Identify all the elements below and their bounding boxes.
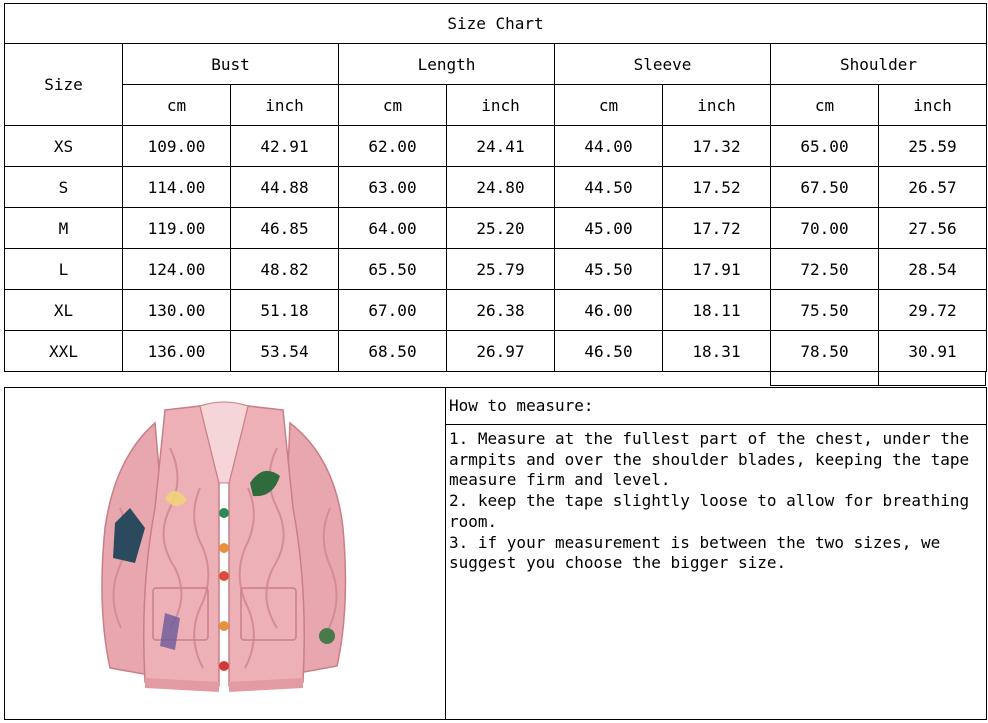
measurement-cell: 18.11 xyxy=(663,290,771,331)
measurement-cell: 114.00 xyxy=(123,167,231,208)
measurement-cell: 46.00 xyxy=(555,290,663,331)
measurement-cell: 17.32 xyxy=(663,126,771,167)
size-label: L xyxy=(5,249,123,290)
measurement-cell: 109.00 xyxy=(123,126,231,167)
measurement-cell: 17.91 xyxy=(663,249,771,290)
size-label: XXL xyxy=(5,331,123,372)
product-photo xyxy=(5,388,446,719)
measurement-cell: 63.00 xyxy=(339,167,447,208)
measurement-cell: 25.79 xyxy=(447,249,555,290)
measurement-cell: 72.50 xyxy=(771,249,879,290)
size-label: XS xyxy=(5,126,123,167)
measurement-cell: 48.82 xyxy=(231,249,339,290)
measurement-cell: 64.00 xyxy=(339,208,447,249)
measurement-cell: 67.00 xyxy=(339,290,447,331)
measurement-cell: 17.72 xyxy=(663,208,771,249)
size-row xyxy=(5,249,987,290)
measurement-cell: 44.88 xyxy=(231,167,339,208)
measurement-cell: 130.00 xyxy=(123,290,231,331)
measurement-cell: 136.00 xyxy=(123,331,231,372)
group-header-shoulder: Shoulder xyxy=(771,44,987,85)
measure-step: 1. Measure at the fullest part of the chest, under the armpits and over the shoulder blades, keeping the tape measure firm and level. xyxy=(449,429,970,490)
measurement-cell: 24.41 xyxy=(447,126,555,167)
group-header-bust: Bust xyxy=(123,44,339,85)
measurement-cell: 26.97 xyxy=(447,331,555,372)
how-to-measure-steps xyxy=(446,425,986,574)
measurement-cell: 124.00 xyxy=(123,249,231,290)
size-row xyxy=(5,208,987,249)
measurement-cell: 45.00 xyxy=(555,208,663,249)
measurement-cell: 51.18 xyxy=(231,290,339,331)
size-chart-title: Size Chart xyxy=(5,4,987,44)
unit-header-inch: inch xyxy=(447,85,555,126)
measurement-cell: 44.00 xyxy=(555,126,663,167)
table-tail-line xyxy=(985,372,986,386)
measurement-cell: 24.80 xyxy=(447,167,555,208)
measurement-cell: 28.54 xyxy=(879,249,987,290)
measurement-cell: 17.52 xyxy=(663,167,771,208)
measurement-cell: 25.59 xyxy=(879,126,987,167)
measurement-cell: 62.00 xyxy=(339,126,447,167)
size-label: S xyxy=(5,167,123,208)
size-chart-table xyxy=(4,3,987,372)
pink-knit-cardigan-illustration xyxy=(5,388,445,719)
unit-header-inch: inch xyxy=(231,85,339,126)
size-label: XL xyxy=(5,290,123,331)
measurement-cell: 46.85 xyxy=(231,208,339,249)
measurement-cell: 45.50 xyxy=(555,249,663,290)
measurement-cell: 18.31 xyxy=(663,331,771,372)
unit-header-cm: cm xyxy=(771,85,879,126)
measure-step: 3. if your measurement is between the two sizes, we suggest you choose the bigger size. xyxy=(449,532,941,573)
measurement-cell: 42.91 xyxy=(231,126,339,167)
measurement-cell: 65.50 xyxy=(339,249,447,290)
unit-header-inch: inch xyxy=(663,85,771,126)
measurement-cell: 26.57 xyxy=(879,167,987,208)
measurement-cell: 46.50 xyxy=(555,331,663,372)
unit-header-cm: cm xyxy=(555,85,663,126)
table-tail-line xyxy=(770,385,986,386)
group-header-length: Length xyxy=(339,44,555,85)
group-header-sleeve: Sleeve xyxy=(555,44,771,85)
size-row xyxy=(5,290,987,331)
size-row xyxy=(5,167,987,208)
measure-step: 2. keep the tape slightly loose to allow for breathing room. xyxy=(449,491,970,531)
measurement-cell: 68.50 xyxy=(339,331,447,372)
measurement-cell: 75.50 xyxy=(771,290,879,331)
size-row xyxy=(5,331,987,372)
measurement-section xyxy=(4,387,987,720)
measurement-cell: 78.50 xyxy=(771,331,879,372)
unit-header-cm: cm xyxy=(339,85,447,126)
measurement-cell: 70.00 xyxy=(771,208,879,249)
measurement-cell: 26.38 xyxy=(447,290,555,331)
measurement-cell: 119.00 xyxy=(123,208,231,249)
size-row xyxy=(5,126,987,167)
measurement-cell: 27.56 xyxy=(879,208,987,249)
how-to-measure-heading: How to measure: xyxy=(446,388,986,425)
measurement-cell: 65.00 xyxy=(771,126,879,167)
table-tail-line xyxy=(878,372,879,386)
measurement-cell: 25.20 xyxy=(447,208,555,249)
unit-header-inch: inch xyxy=(879,85,987,126)
size-column-header: Size xyxy=(5,44,123,126)
measurement-cell: 44.50 xyxy=(555,167,663,208)
measurement-cell: 29.72 xyxy=(879,290,987,331)
size-label: M xyxy=(5,208,123,249)
table-tail-line xyxy=(770,372,771,386)
measurement-cell: 30.91 xyxy=(879,331,987,372)
measurement-cell: 67.50 xyxy=(771,167,879,208)
unit-header-cm: cm xyxy=(123,85,231,126)
measurement-cell: 53.54 xyxy=(231,331,339,372)
